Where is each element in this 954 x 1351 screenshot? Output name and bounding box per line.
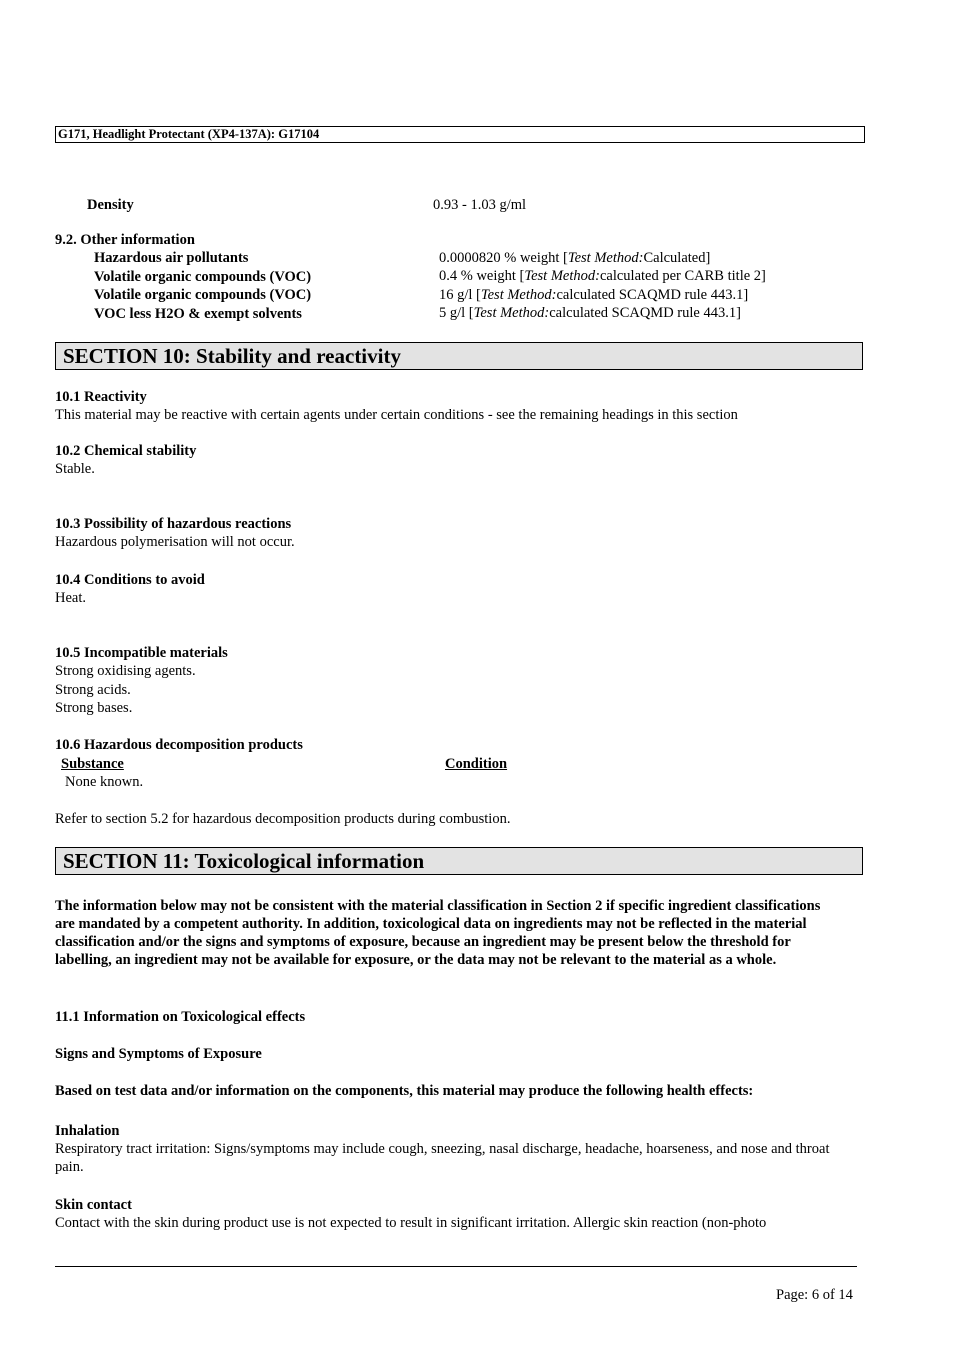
inhalation-text: Respiratory tract irritation: Signs/symptoms may include cough, sneezing, nasal discharge, headache, hoarseness, and nose and throat pain. (55, 1141, 830, 1175)
other-info-value: 16 g/l [Test Method:calculated SCAQMD rule 443.1] (439, 287, 749, 303)
hazardous-reactions-heading: 10.3 Possibility of hazardous reactions (55, 516, 292, 532)
health-effects-statement: Based on test data and/or information on the components, this material may produce the following health effects: (55, 1083, 754, 1099)
other-info-heading: 9.2. Other information (55, 232, 195, 248)
skin-contact-heading: Skin contact (55, 1197, 132, 1213)
reactivity-text: This material may be reactive with certain agents under certain conditions - see the remaining headings in this section (55, 407, 738, 423)
inhalation-heading: Inhalation (55, 1123, 120, 1139)
stability-heading: 10.2 Chemical stability (55, 443, 197, 459)
page-number: Page: 6 of 14 (776, 1287, 853, 1303)
incompatible-item: Strong oxidising agents. (55, 663, 196, 679)
conditions-text: Heat. (55, 590, 86, 606)
reactivity-heading: 10.1 Reactivity (55, 389, 147, 405)
toxicological-intro: The information below may not be consistent with the material classification in Section 2 if specific ingredient classifications are mandated by a competent authority. In addition, toxicological data on ingredients may not be reflected in the material classification and/or the signs and symptoms of exposure, because an ingredient may be present below the threshold for labelling, an ingredient may not be available for exposure, or the data may not be relevant to the material as a whole. (55, 898, 821, 968)
incompatible-item: Strong acids. (55, 682, 131, 698)
toxicological-effects-heading: 11.1 Information on Toxicological effects (55, 1009, 306, 1025)
other-info-label: Hazardous air pollutants (94, 250, 249, 266)
other-info-value: 5 g/l [Test Method:calculated SCAQMD rule 443.1] (439, 305, 741, 321)
incompatible-heading: 10.5 Incompatible materials (55, 645, 228, 661)
section-11-title: SECTION 11: Toxicological information (55, 847, 863, 875)
conditions-heading: 10.4 Conditions to avoid (55, 572, 205, 588)
incompatible-item: Strong bases. (55, 700, 133, 716)
hazardous-reactions-text: Hazardous polymerisation will not occur. (55, 534, 295, 550)
substance-column-header: Substance (61, 756, 124, 772)
other-info-label: Volatile organic compounds (VOC) (94, 287, 312, 303)
skin-contact-text: Contact with the skin during product use is not expected to result in significant irritation. Allergic skin reaction (non-photo (55, 1215, 767, 1231)
other-info-value: 0.0000820 % weight [Test Method:Calculated] (439, 250, 711, 266)
stability-text: Stable. (55, 461, 95, 477)
density-value: 0.93 - 1.03 g/ml (433, 197, 527, 213)
signs-symptoms-heading: Signs and Symptoms of Exposure (55, 1046, 262, 1062)
decomposition-note: Refer to section 5.2 for hazardous decomposition products during combustion. (55, 811, 511, 827)
document-header: G171, Headlight Protectant (XP4-137A): G17104 (55, 126, 865, 143)
other-info-label: Volatile organic compounds (VOC) (94, 269, 312, 285)
decomposition-row: None known. (65, 774, 144, 790)
footer-rule (55, 1266, 857, 1267)
section-10-title: SECTION 10: Stability and reactivity (55, 342, 863, 370)
condition-column-header: Condition (445, 756, 508, 772)
decomposition-heading: 10.6 Hazardous decomposition products (55, 737, 303, 753)
other-info-label: VOC less H2O & exempt solvents (94, 306, 302, 322)
density-label: Density (87, 197, 134, 213)
other-info-value: 0.4 % weight [Test Method:calculated per CARB title 2] (439, 268, 766, 284)
